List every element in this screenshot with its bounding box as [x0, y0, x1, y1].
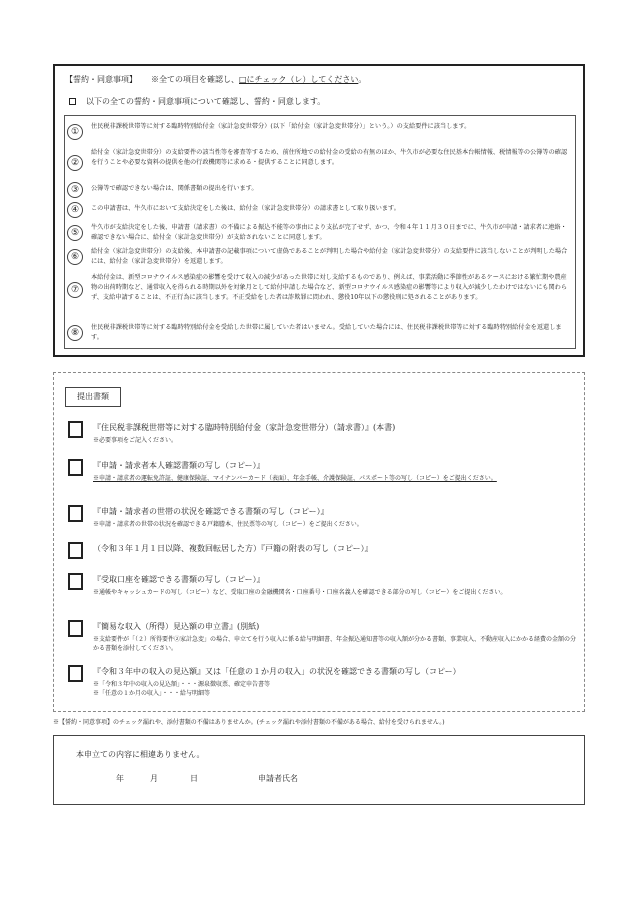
document-checkbox[interactable] — [68, 421, 83, 438]
item-number: ⑤ — [67, 225, 83, 241]
document-checkbox[interactable] — [68, 573, 83, 590]
document-title: （令和３年１月１日以降、複数回転居した方）『戸籍の附表の写し（コピー）』 — [93, 544, 373, 553]
document-checkbox[interactable] — [68, 542, 83, 559]
pledge-note-pre: ※全ての項目を確認し、 — [151, 75, 239, 84]
item-number: ⑦ — [67, 282, 83, 298]
applicant-name-label: 申請者氏名 — [258, 774, 298, 783]
pledge-note — [151, 75, 366, 84]
item-number: ⑥ — [67, 249, 83, 265]
document-note: ※申請・請求者の世帯の状況を確認できる戸籍謄本、住民票等の写し（コピー）をご提出ください。 — [93, 521, 363, 528]
item-text: 給付金（家計急変世帯分）の支給要件の該当性等を審査等するため、前住所地での給付金の受給の有無のほか、牛久市が必要な住民基本台帳情報、税情報等の公簿等の確認を行うことや必要な資料の提供を他の行政機関等に求める・提供することに同意します。 — [91, 149, 568, 167]
item-text: 公簿等で確認できない場合は、関係書類の提出を行います。 — [91, 185, 258, 192]
document-note: ※支給要件が「（２）所得要件②家計急変」の場合、申立てを行う収入に係る給与明細書、年金振込通知書等の収入額が分かる書類、事業収入、不動産収入にかかる経費の金額の分かる書類を添付してください。 — [93, 636, 577, 652]
document-checkbox[interactable] — [68, 620, 83, 637]
item-number: ⑧ — [67, 325, 83, 341]
documents-section — [53, 372, 585, 712]
pledge-note-box: □にチェック（レ）してください — [239, 75, 359, 84]
item-number: ④ — [67, 202, 83, 218]
signature-statement: 本申立ての内容に相違ありません。 — [76, 750, 205, 759]
year-label: 年 — [116, 774, 124, 783]
document-title: 『申請・請求者本人確認書類の写し（コピー）』 — [93, 461, 265, 470]
pledge-items — [64, 115, 576, 349]
month-label: 月 — [150, 774, 158, 783]
document-title: 『住民税非課税世帯等に対する臨時特別給付金（家計急変世帯分）（請求書）』(本書) — [93, 423, 396, 432]
pledge-heading-row — [65, 74, 366, 85]
day-label: 日 — [190, 774, 198, 783]
document-note: ※通帳やキャッシュカードの写し（コピー）など、受取口座の金融機関名・口座番号・口座名義人を確認できる部分の写し（コピー）をご提出ください。 — [93, 589, 507, 596]
document-note: ※申請・請求者の運転免許証、健康保険証、マイナンバーカード（表面）、年金手帳、介護保険証、パスポート等の写し（コピー）をご提出ください。 — [93, 475, 497, 482]
item-text: この申請書は、牛久市において支給決定をした後は、給付金（家計急変世帯分）の請求書として取り扱います。 — [91, 205, 400, 212]
pledge-note-post: 。 — [358, 75, 367, 84]
item-number: ② — [67, 155, 83, 171]
document-checkbox[interactable] — [68, 459, 83, 476]
item-number: ③ — [67, 182, 83, 198]
item-text: 住民税非課税世帯等に対する臨時特別給付金を受給した世帯に属していた者はいません。受給していた場合には、住民税非課税世帯等に対する臨時特別給付金を返還します。 — [91, 324, 562, 342]
document-title: 『申請・請求者の世帯の状況を確認できる書類の写し（コピー）』 — [93, 507, 329, 516]
item-number: ① — [67, 124, 83, 140]
document-checkbox[interactable] — [68, 505, 83, 522]
document-note: ※「令和３年中の収入の見込額」・・・源泉徴収票、確定申告書等 ※「任意の１か月の収入」・・・給与明細等 — [93, 681, 271, 697]
item-text: 本給付金は、新型コロナウイルス感染症の影響を受けて収入の減少があった世帯に対し支給するものであり、例えば、事業活動に季節性があるケースにおける繁忙期や農産物の出荷時期など、通常収入を得られる時期以外を対象月として給付申請した場合など、新型コロナウイルス感染症の影響等により収入が減少したわけではないにも関わらず、支給申請することは、不正行為に該当します。不正受給をした者は詐欺罪に問われ、懲役10年以下の懲役刑に処されることがあります。 — [91, 274, 568, 302]
document-title: 『受取口座を確認できる書類の写し（コピー）』 — [93, 575, 265, 584]
document-note: ※必要事項をご記入ください。 — [93, 437, 178, 444]
warning-note: ※【誓約・同意事項】のチェック漏れや、添付書類の不備はありませんか。(チェック漏れや添付書類の不備がある場合、給付を受けられません。) — [53, 719, 445, 726]
agree-all-checkbox[interactable] — [69, 98, 76, 105]
pledge-heading: 【誓約・同意事項】 — [65, 75, 137, 84]
item-text: 給付金（家計急変世帯分）の支給後、本申請書の記載事項について虚偽であることが判明した場合や給付金（家計急変世帯分）の支給要件に該当しないことが判明した場合には、給付金（家計急変世帯分）を返還します。 — [91, 248, 568, 266]
agree-all-label: 以下の全ての誓約・同意事項について確認し、誓約・同意します。 — [86, 97, 326, 106]
document-checkbox[interactable] — [68, 665, 83, 682]
documents-title: 提出書類 — [65, 387, 121, 407]
agree-all-row — [69, 96, 325, 107]
document-title: 『令和３年中の収入の見込額』又は「任意の１か月の収入」の状況を確認できる書類の写し（コピー） — [93, 667, 461, 676]
pledge-section — [53, 64, 585, 357]
signature-section — [53, 735, 585, 805]
item-text: 住民税非課税世帯等に対する臨時特別給付金（家計急変世帯分）(以下「給付金（家計急変世帯分）」という。）の支給要件に該当します。 — [91, 123, 471, 130]
item-text: 牛久市が支給決定をした後、申請書（請求書）の不備による振込不能等の事由により支払が完了せず、かつ、令和４年１１月３０日までに、牛久市が申請・請求者に連絡・確認できない場合に、給付金（家計急変世帯分）が支給されないことに同意します。 — [91, 224, 567, 242]
document-title: 『簡易な収入（所得）見込額の申立書』(別紙) — [93, 622, 260, 631]
